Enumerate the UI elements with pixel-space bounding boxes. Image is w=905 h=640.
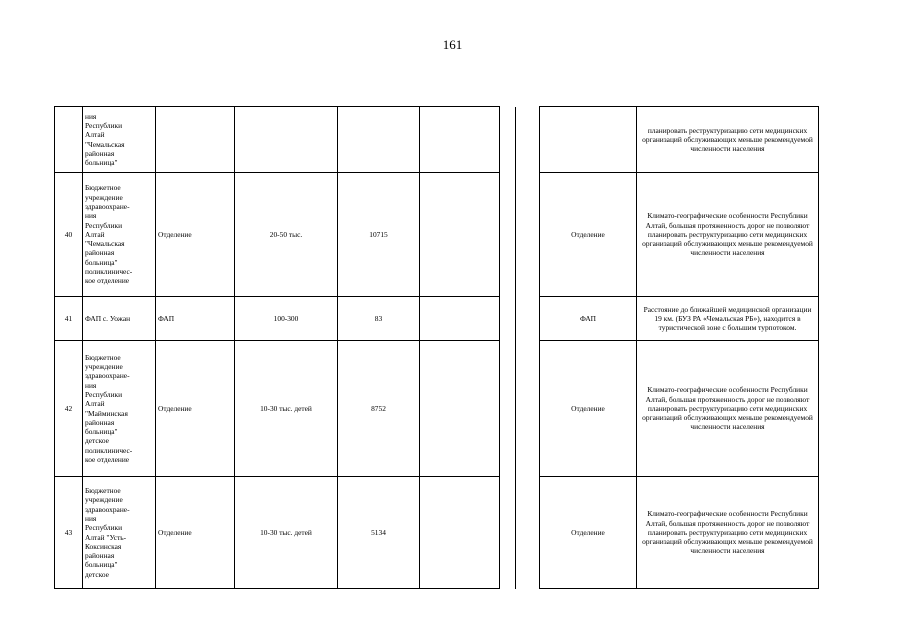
facility-kind: Отделение bbox=[540, 477, 637, 589]
table-row bbox=[55, 297, 819, 341]
empty-cell bbox=[516, 297, 540, 341]
facility-name: ФАП с. Уожан bbox=[83, 297, 156, 341]
served-population: 83 bbox=[338, 297, 420, 341]
empty-cell bbox=[420, 107, 500, 173]
served-population bbox=[338, 107, 420, 173]
table-row bbox=[55, 477, 819, 589]
page-number: 161 bbox=[442, 37, 463, 52]
empty-cell bbox=[500, 107, 516, 173]
row-number: 40 bbox=[55, 173, 83, 297]
empty-cell bbox=[420, 173, 500, 297]
facility-name: Бюджетное учреждение здравоохране- ния Республики Алтай "Чемальская районная больница" поликлиничес- кое отделение bbox=[83, 173, 156, 297]
empty-cell bbox=[516, 173, 540, 297]
justification: Климато-географические особенности Республики Алтай, большая протяженность дорог не позволяют планировать реструктуризацию сети медицинских организаций обслуживающих меньше рекомендуемой численности населения bbox=[637, 341, 819, 477]
empty-cell bbox=[516, 107, 540, 173]
empty-cell bbox=[500, 341, 516, 477]
empty-cell bbox=[500, 297, 516, 341]
table-row bbox=[55, 341, 819, 477]
row-number: 43 bbox=[55, 477, 83, 589]
empty-cell bbox=[500, 173, 516, 297]
facility-name: ния Республики Алтай "Чемальская районная больница" bbox=[83, 107, 156, 173]
table-row bbox=[55, 173, 819, 297]
population-norm: 20-50 тыс. bbox=[235, 173, 338, 297]
facility-type: Отделение bbox=[156, 477, 235, 589]
justification: Климато-географические особенности Республики Алтай, большая протяженность дорог не позволяют планировать реструктуризацию сети медицинских организаций обслуживающих меньше рекомендуемой численности населения bbox=[637, 477, 819, 589]
empty-cell bbox=[420, 341, 500, 477]
empty-cell bbox=[516, 477, 540, 589]
population-norm: 100-300 bbox=[235, 297, 338, 341]
row-number: 41 bbox=[55, 297, 83, 341]
facility-kind: Отделение bbox=[540, 341, 637, 477]
row-number: 42 bbox=[55, 341, 83, 477]
row-number bbox=[55, 107, 83, 173]
empty-cell bbox=[500, 477, 516, 589]
population-norm bbox=[235, 107, 338, 173]
facility-type: Отделение bbox=[156, 173, 235, 297]
facility-kind bbox=[540, 107, 637, 173]
table-row bbox=[55, 107, 819, 173]
empty-cell bbox=[420, 297, 500, 341]
served-population: 10715 bbox=[338, 173, 420, 297]
facility-type: ФАП bbox=[156, 297, 235, 341]
served-population: 5134 bbox=[338, 477, 420, 589]
justification: Расстояние до ближайшей медицинской организации 19 км. (БУЗ РА «Чемальская РБ»), находится в туристической зоне с большим турпотоком. bbox=[637, 297, 819, 341]
justification: Климато-географические особенности Республики Алтай, большая протяженность дорог не позволяют планировать реструктуризацию сети медицинских организаций обслуживающих меньше рекомендуемой численности населения bbox=[637, 173, 819, 297]
facility-type bbox=[156, 107, 235, 173]
population-norm: 10-30 тыс. детей bbox=[235, 477, 338, 589]
served-population: 8752 bbox=[338, 341, 420, 477]
population-norm: 10-30 тыс. детей bbox=[235, 341, 338, 477]
empty-cell bbox=[420, 477, 500, 589]
facility-kind: ФАП bbox=[540, 297, 637, 341]
facility-table bbox=[54, 106, 819, 589]
facility-type: Отделение bbox=[156, 341, 235, 477]
facility-name: Бюджетное учреждение здравоохране- ния Республики Алтай "Усть- Коксинская районная больница" детское bbox=[83, 477, 156, 589]
facility-name: Бюджетное учреждение здравоохране- ния Республики Алтай "Майминская районная больница" детское поликлиничес- кое отделение bbox=[83, 341, 156, 477]
empty-cell bbox=[516, 341, 540, 477]
justification: планировать реструктуризацию сети медицинских организаций обслуживающих меньше рекомендуемой численности населения bbox=[637, 107, 819, 173]
facility-kind: Отделение bbox=[540, 173, 637, 297]
